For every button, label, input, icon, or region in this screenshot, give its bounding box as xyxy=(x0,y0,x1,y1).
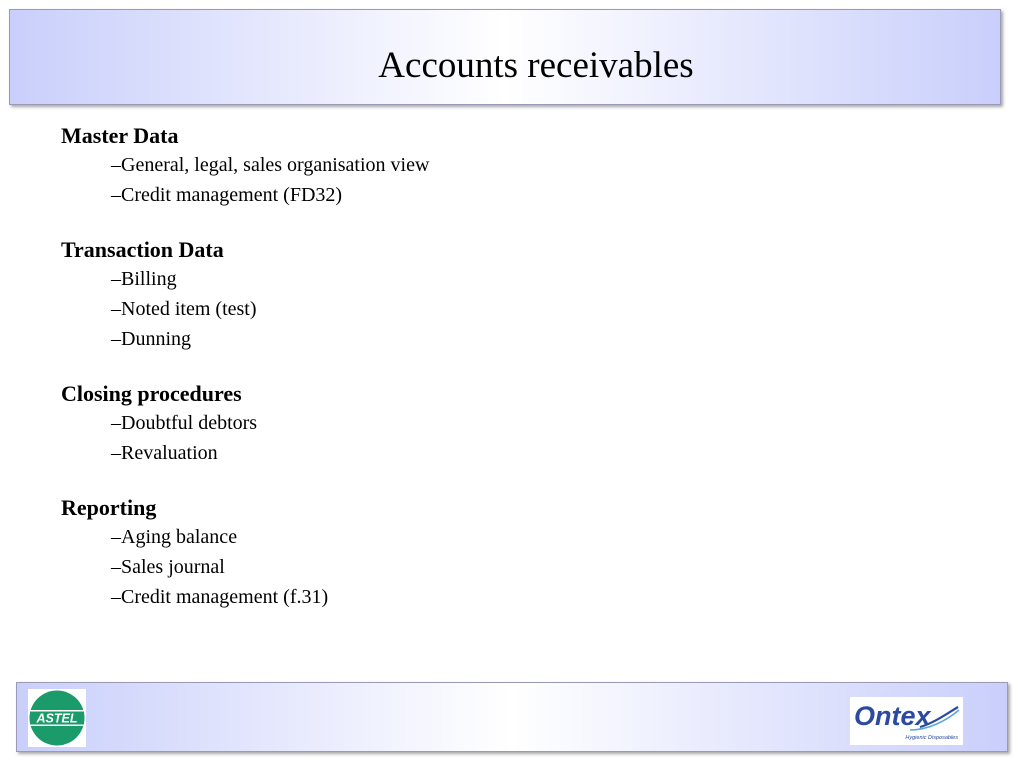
ontex-logo-graphic xyxy=(850,697,963,745)
ontex-logo-text: Ontex xyxy=(854,701,931,731)
dash-bullet: – xyxy=(111,442,121,464)
dash-bullet: – xyxy=(111,268,121,290)
dash-bullet: – xyxy=(111,184,121,206)
section-reporting xyxy=(61,494,961,612)
list-item-label: Dunning xyxy=(121,328,191,350)
dash-bullet: – xyxy=(111,556,121,578)
astel-logo-text: ASTEL xyxy=(36,711,78,726)
astel-logo-graphic xyxy=(28,689,86,747)
slide-content xyxy=(61,122,961,638)
title-banner xyxy=(9,9,1001,105)
list-item-label: Revaluation xyxy=(121,442,218,464)
list-item xyxy=(61,150,961,180)
list-item-label: General, legal, sales organisation view xyxy=(121,154,430,176)
section-heading: Transaction Data xyxy=(61,237,224,262)
ontex-logo-subtext: Hygienic Disposables xyxy=(905,735,958,741)
astel-logo xyxy=(28,689,86,747)
section-heading: Master Data xyxy=(61,123,179,148)
dash-bullet: – xyxy=(111,298,121,320)
list-item-label: Sales journal xyxy=(121,556,225,578)
footer-banner xyxy=(16,682,1008,752)
ontex-logo xyxy=(850,697,963,745)
list-item xyxy=(61,582,961,612)
list-item xyxy=(61,264,961,294)
list-item-label: Credit management (f.31) xyxy=(121,586,329,608)
list-item xyxy=(61,438,961,468)
list-item xyxy=(61,552,961,582)
list-item-label: Doubtful debtors xyxy=(121,412,258,434)
list-item xyxy=(61,522,961,552)
dash-bullet: – xyxy=(111,526,121,548)
section-heading: Closing procedures xyxy=(61,381,242,406)
dash-bullet: – xyxy=(111,154,121,176)
list-item xyxy=(61,324,961,354)
list-item-label: Aging balance xyxy=(121,526,238,548)
section-closing-procedures xyxy=(61,380,961,468)
dash-bullet: – xyxy=(111,328,121,350)
slide-title: Accounts receivables xyxy=(378,45,694,86)
list-item xyxy=(61,294,961,324)
list-item-label: Credit management (FD32) xyxy=(121,184,343,206)
list-item xyxy=(61,180,961,210)
section-transaction-data xyxy=(61,236,961,354)
list-item-label: Noted item (test) xyxy=(121,298,257,320)
section-heading: Reporting xyxy=(61,495,157,520)
list-item-label: Billing xyxy=(121,268,177,290)
section-master-data xyxy=(61,122,961,210)
list-item xyxy=(61,408,961,438)
dash-bullet: – xyxy=(111,412,121,434)
dash-bullet: – xyxy=(111,586,121,608)
